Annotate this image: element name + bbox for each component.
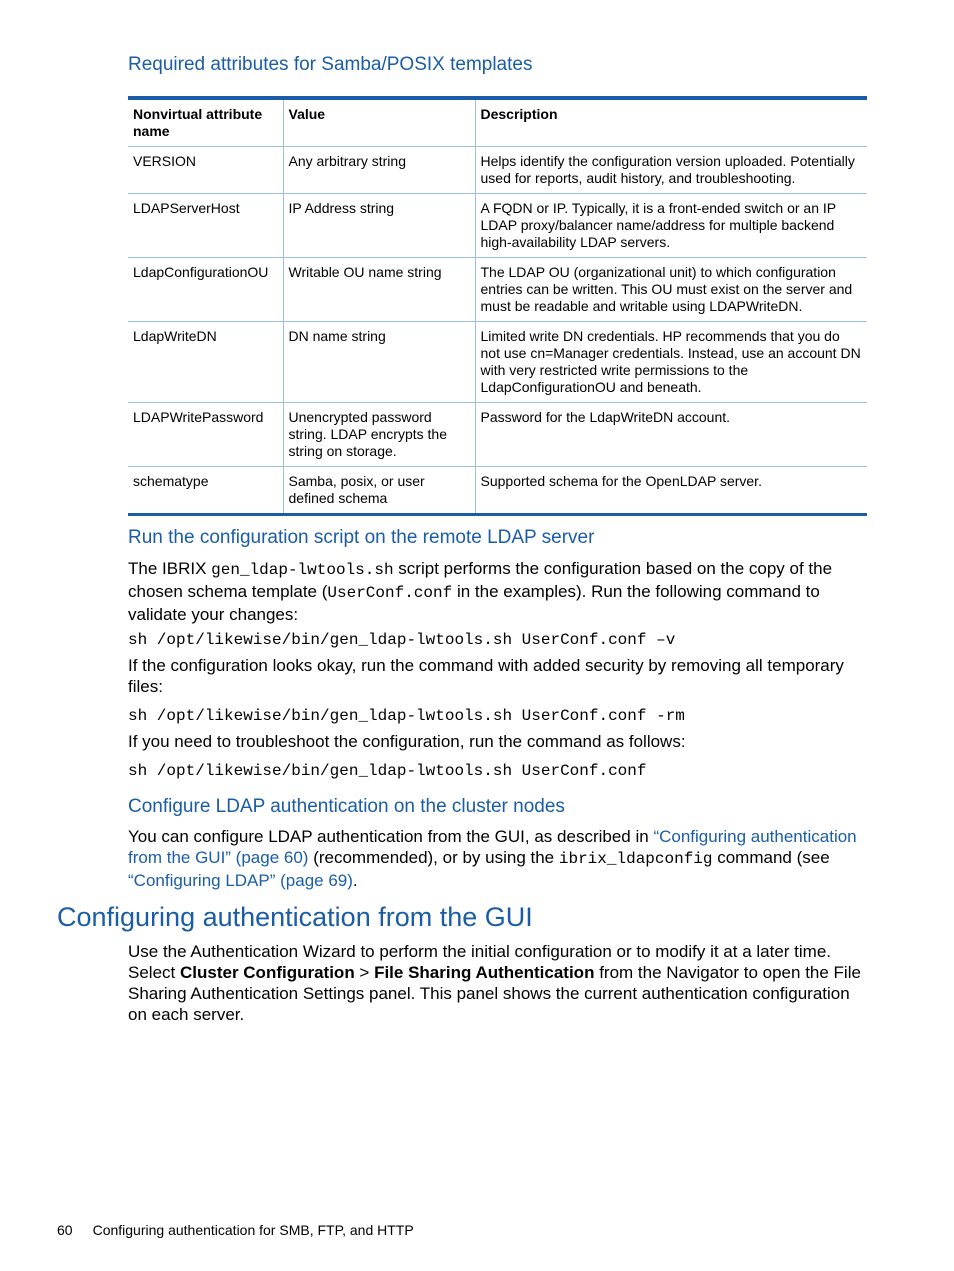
section-heading-required-attributes: Required attributes for Samba/POSIX templates — [128, 54, 533, 75]
table-cell: DN name string — [283, 322, 475, 403]
text-span: script performs the configuration based on the copy of the chosen schema template ( — [128, 559, 833, 601]
table-cell: Password for the LdapWriteDN account. — [475, 403, 867, 467]
table-cell: A FQDN or IP. Typically, it is a front-ended switch or an IP LDAP proxy/balancer name/address for multiple backend high-availability LDAP servers. — [475, 194, 867, 258]
table-row — [128, 194, 867, 258]
table-row — [128, 467, 867, 515]
table-cell: Limited write DN credentials. HP recommends that you do not use cn=Manager credentials. Instead, use an account DN with very restricted write permissions to the LdapConfigurationOU and beneath. — [475, 322, 867, 403]
paragraph-script-intro — [128, 558, 868, 625]
column-header: Description — [475, 98, 867, 147]
text-span: from the Navigator to open the File Sharing Authentication Settings panel. This panel shows the current authentication configuration on each server. — [128, 963, 861, 1024]
table-cell: Writable OU name string — [283, 258, 475, 322]
bold-text-file-sharing-authentication: File Sharing Authentication — [374, 963, 595, 982]
table-cell: VERSION — [128, 147, 283, 194]
paragraph-troubleshoot: If you need to troubleshoot the configuration, run the command as follows: — [128, 732, 686, 751]
attributes-table — [128, 96, 867, 516]
bold-text-cluster-configuration: Cluster Configuration — [179, 963, 355, 982]
section-heading-run-script: Run the configuration script on the remote LDAP server — [128, 527, 595, 548]
inline-code: ibrix_ldapconfig — [558, 850, 713, 868]
column-header: Value — [283, 98, 475, 147]
table-cell: Supported schema for the OpenLDAP server. — [475, 467, 867, 515]
inline-code: UserConf.conf — [327, 584, 453, 602]
code-command-remove: sh /opt/likewise/bin/gen_ldap-lwtools.sh UserConf.conf -rm — [128, 707, 685, 725]
text-span: . — [352, 871, 358, 890]
table-cell: Any arbitrary string — [283, 147, 475, 194]
code-command-troubleshoot: sh /opt/likewise/bin/gen_ldap-lwtools.sh UserConf.conf — [128, 762, 647, 780]
table-cell: LDAPServerHost — [128, 194, 283, 258]
link-configuring-ldap[interactable]: “Configuring LDAP” (page 69) — [128, 871, 353, 890]
text-span: in the examples). Run the following command to validate your changes: — [128, 582, 820, 624]
table-cell: LdapWriteDN — [128, 322, 283, 403]
page-number: 60 — [57, 1222, 73, 1238]
paragraph-configure-ldap — [128, 826, 868, 891]
table-cell: LDAPWritePassword — [128, 403, 283, 467]
text-span: (recommended), or by using the — [308, 848, 559, 867]
column-header: Nonvirtual attribute name — [128, 98, 283, 147]
table-cell: Unencrypted password string. LDAP encrypts the string on storage. — [283, 403, 475, 467]
table-header-row — [128, 98, 867, 147]
table-row — [128, 258, 867, 322]
section-heading-configure-ldap: Configure LDAP authentication on the cluster nodes — [128, 796, 565, 817]
main-heading-configuring-authentication: Configuring authentication from the GUI — [57, 902, 533, 932]
text-span: > — [354, 963, 375, 982]
link-configuring-authentication-gui[interactable]: “Configuring authentication from the GUI” (page 60) — [128, 827, 857, 867]
text-span: Use the Authentication Wizard to perform the initial configuration or to modify it at a later time. Select — [128, 942, 832, 982]
page-footer — [57, 1222, 414, 1238]
table-cell: IP Address string — [283, 194, 475, 258]
table-cell: schematype — [133, 473, 209, 489]
table-row — [128, 403, 867, 467]
paragraph-looks-okay: If the configuration looks okay, run the command with added security by removing all temporary files: — [128, 656, 844, 696]
table-cell: The LDAP OU (organizational unit) to which configuration entries can be written. This OU must exist on the server and must be readable and writable using LDAPWriteDN. — [475, 258, 867, 322]
table-row — [128, 147, 867, 194]
text-span: The IBRIX — [128, 559, 212, 578]
text-span: You can configure LDAP authentication from the GUI, as described in — [128, 827, 654, 846]
text-span: command (see — [712, 848, 830, 867]
code-command-validate: sh /opt/likewise/bin/gen_ldap-lwtools.sh UserConf.conf –v — [128, 631, 676, 649]
table-row — [128, 322, 867, 403]
table-cell: Helps identify the configuration version uploaded. Potentially used for reports, audit history, and troubleshooting. — [475, 147, 867, 194]
paragraph-authentication-wizard — [128, 941, 868, 1025]
chapter-title: Configuring authentication for SMB, FTP, and HTTP — [92, 1222, 414, 1238]
table-cell: Samba, posix, or user defined schema — [283, 467, 475, 515]
inline-code: gen_ldap-lwtools.sh — [211, 561, 394, 579]
table-cell: LdapConfigurationOU — [128, 258, 283, 322]
